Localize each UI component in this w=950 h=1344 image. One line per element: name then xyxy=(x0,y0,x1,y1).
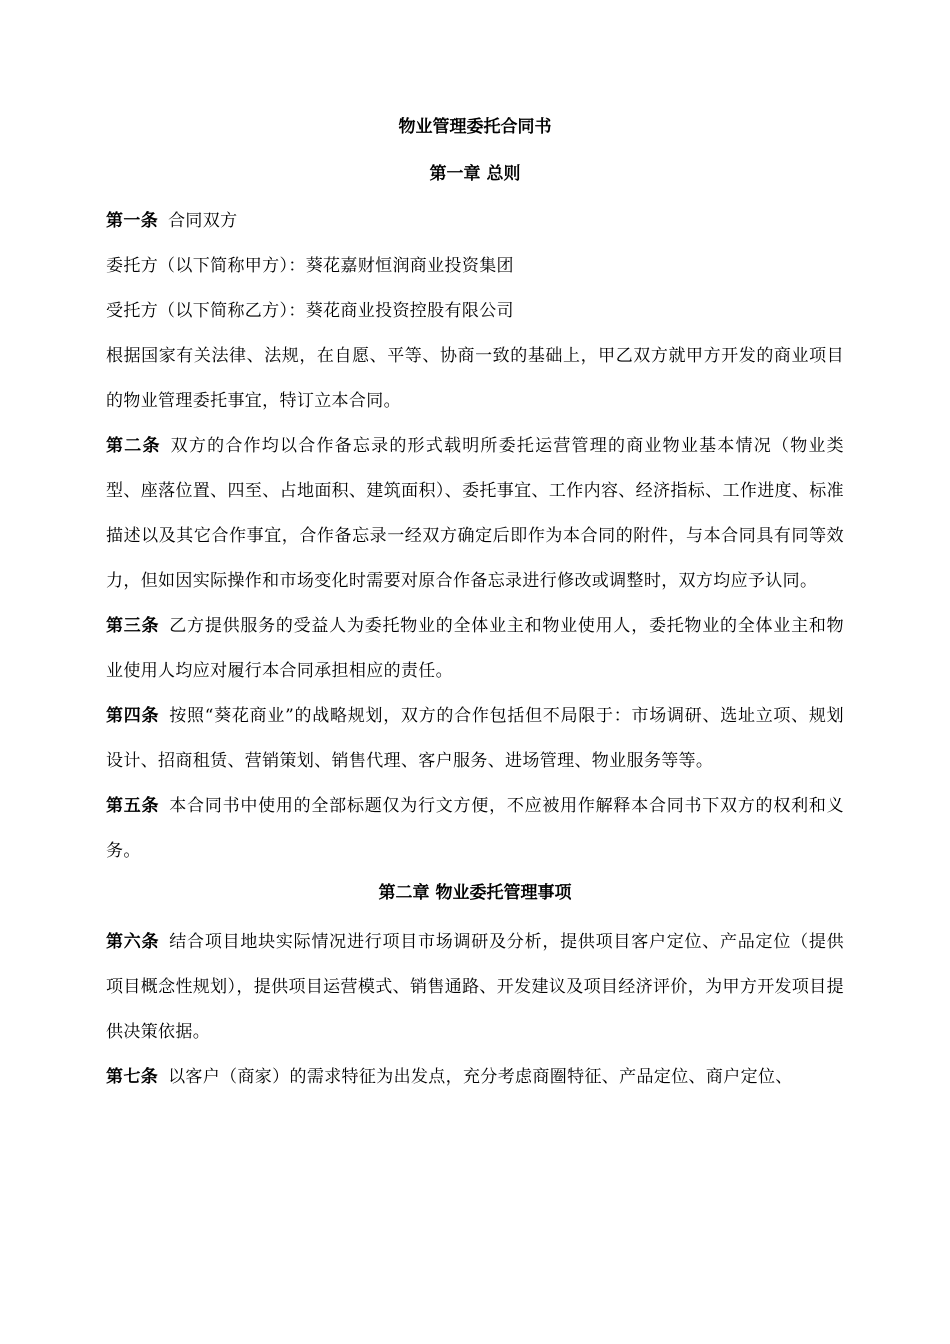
article-6 xyxy=(106,920,844,1055)
article-1-text: 合同双方 xyxy=(168,211,238,231)
article-5-text: 本合同书中使用的全部标题仅为行文方便，不应被用作解释本合同书下双方的权利和义务。 xyxy=(106,796,844,861)
article-3-label: 第三条 xyxy=(106,616,160,636)
article-4 xyxy=(106,694,844,784)
article-4-label: 第四条 xyxy=(106,706,160,726)
party-a-line: 委托方（以下简称甲方）：葵花嘉财恒润商业投资集团 xyxy=(106,256,514,276)
article-7 xyxy=(106,1055,844,1100)
article-7-label: 第七条 xyxy=(106,1067,159,1087)
article-2-text: 双方的合作均以合作备忘录的形式载明所委托运营管理的商业物业基本情况（物业类型、座落位置、四至、占地面积、建筑面积）、委托事宜、工作内容、经济指标、工作进度、标准描述以及其它合作事宜，合作备忘录一经双方确定后即作为本合同的附件，与本合同具有同等效力，但如因实际操作和市场变化时需要对原合作备忘录进行修改或调整时，双方均应予认同。 xyxy=(106,436,844,591)
article-2-label: 第二条 xyxy=(106,436,161,456)
article-5 xyxy=(106,784,844,874)
document-title: 物业管理委托合同书 xyxy=(398,117,552,137)
article-6-text: 结合项目地块实际情况进行项目市场调研及分析，提供项目客户定位、产品定位（提供项目概念性规划），提供项目运营模式、销售通路、开发建议及项目经济评价，为甲方开发项目提供决策依据。 xyxy=(106,932,844,1042)
chapter-1-heading: 第一章 总则 xyxy=(429,164,521,184)
party-b-line: 受托方（以下简称乙方）：葵花商业投资控股有限公司 xyxy=(106,301,514,321)
article-7-text: 以客户（商家）的需求特征为出发点，充分考虑商圈特征、产品定位、商户定位、 xyxy=(168,1067,793,1087)
article-3 xyxy=(106,604,844,694)
article-2 xyxy=(106,424,844,604)
article-1-label: 第一条 xyxy=(106,211,159,231)
preamble-paragraph: 根据国家有关法律、法规，在自愿、平等、协商一致的基础上，甲乙双方就甲方开发的商业项目的物业管理委托事宜，特订立本合同。 xyxy=(106,346,844,411)
chapter-2-heading: 第二章 物业委托管理事项 xyxy=(378,883,572,903)
article-3-text: 乙方提供服务的受益人为委托物业的全体业主和物业使用人，委托物业的全体业主和物业使用人均应对履行本合同承担相应的责任。 xyxy=(106,616,844,681)
article-6-label: 第六条 xyxy=(106,932,160,952)
article-5-label: 第五条 xyxy=(106,796,160,816)
article-4-text: 按照“葵花商业”的战略规划，双方的合作包括但不局限于：市场调研、选址立项、规划设计、招商租赁、营销策划、销售代理、客户服务、进场管理、物业服务等等。 xyxy=(106,706,844,771)
article-1 xyxy=(106,199,844,244)
